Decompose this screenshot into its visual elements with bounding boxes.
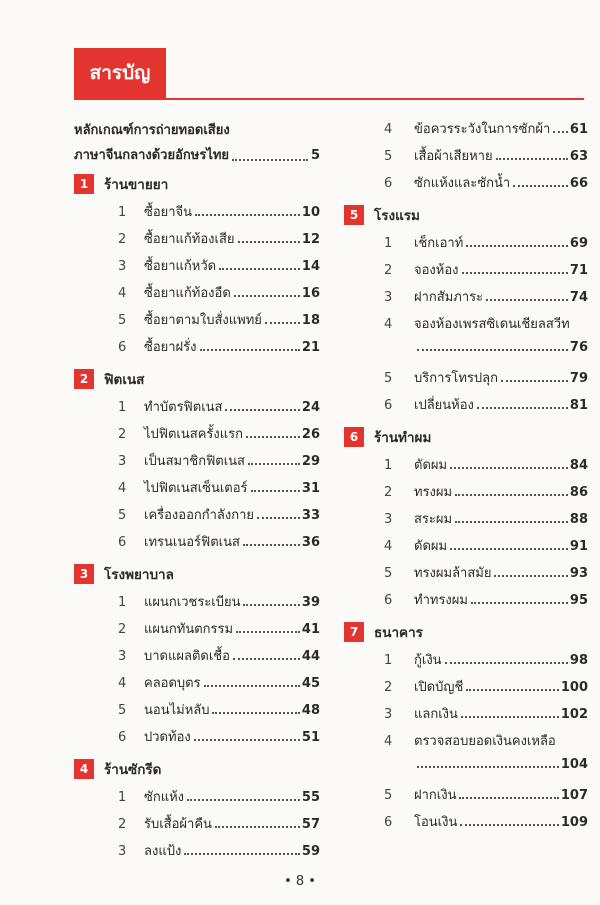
entry-number: 5: [384, 788, 393, 803]
section-number-badge: 5: [344, 205, 364, 225]
entry-page: 61: [569, 122, 588, 137]
entry-number: 6: [118, 730, 127, 745]
entry-page: 109: [560, 815, 588, 830]
entry-number: 6: [118, 535, 127, 550]
entry-title: เป็นสมาชิกฟิตเนส: [144, 454, 245, 469]
entry-page: 10: [301, 205, 320, 220]
entry-number: 2: [384, 485, 393, 500]
leader-dots: [513, 185, 568, 187]
entry-title: ทรงผมล้าสมัย: [414, 566, 492, 581]
entry-page: 33: [301, 508, 320, 523]
entry-page: 98: [569, 653, 588, 668]
leader-dots: [248, 463, 300, 465]
entry-page: 41: [301, 622, 320, 637]
entry-title: เปลี่ยนห้อง: [414, 398, 474, 413]
entry-number: 3: [118, 844, 127, 859]
entry-title: ซื้อยาฝรั่ง: [144, 340, 197, 355]
toc-right-column: [344, 118, 588, 838]
toc-entry[interactable]: [344, 730, 588, 757]
leader-dots: [195, 214, 300, 216]
toc-entry[interactable]: [344, 313, 588, 340]
entry-page: 104: [560, 757, 588, 772]
toc-entry[interactable]: [344, 703, 588, 730]
leader-dots: [265, 322, 300, 324]
entry-page: 84: [569, 458, 588, 473]
entry-page: 63: [569, 149, 588, 164]
entry-number: 3: [384, 707, 393, 722]
entry-title: ซื้อยาแก้หวัด: [144, 259, 217, 274]
leader-dots: [257, 517, 300, 519]
leader-dots: [471, 602, 568, 604]
entry-title: สระผม: [414, 512, 453, 527]
entry-title: ไปฟิตเนสครั้งแรก: [144, 427, 243, 442]
entry-number: 4: [384, 122, 393, 137]
section-title: ร้านทำผม: [374, 430, 432, 446]
entry-number: 3: [118, 259, 127, 274]
entry-number: 6: [384, 176, 393, 191]
leader-dots: [466, 689, 559, 691]
toc-entry[interactable]: [74, 282, 320, 309]
intro-page: 5: [310, 148, 320, 163]
leader-dots: [184, 853, 300, 855]
toc-entry[interactable]: [74, 477, 320, 504]
toc-entry[interactable]: [74, 450, 320, 477]
section-number-badge: 2: [74, 369, 94, 389]
entry-number: 5: [118, 703, 127, 718]
toc-entry-continuation[interactable]: [344, 340, 588, 367]
section-heading[interactable]: [74, 759, 320, 779]
entry-page: 79: [569, 371, 588, 386]
toc-entry[interactable]: [74, 813, 320, 840]
leader-dots: [215, 826, 300, 828]
entry-title: รับเสื้อผ้าคืน: [144, 817, 212, 832]
entry-title: ฝากเงิน: [414, 788, 457, 803]
toc-entry[interactable]: [344, 481, 588, 508]
entry-page: 107: [560, 788, 588, 803]
leader-dots: [417, 766, 559, 768]
entry-number: 1: [384, 236, 393, 251]
entry-number: 2: [384, 263, 393, 278]
entry-page: 14: [301, 259, 320, 274]
toc-entry[interactable]: [344, 118, 588, 145]
entry-title: เครื่องออกกำลังกาย: [144, 508, 255, 523]
toc-left-column: [74, 118, 320, 867]
leader-dots: [194, 739, 300, 741]
entry-title: ซื้อยาตามใบสั่งแพทย์: [144, 313, 262, 328]
entry-number: 3: [118, 454, 127, 469]
entry-page: 39: [301, 595, 320, 610]
entry-title: จองห้อง: [414, 263, 459, 278]
entry-page: 57: [301, 817, 320, 832]
section-heading[interactable]: [344, 622, 588, 642]
leader-dots: [461, 716, 559, 718]
toc-entry[interactable]: [74, 618, 320, 645]
entry-number: 1: [384, 653, 393, 668]
toc-entry[interactable]: [74, 336, 320, 363]
entry-number: 5: [384, 371, 393, 386]
leader-dots: [243, 544, 300, 546]
entry-number: 6: [384, 593, 393, 608]
toc-entry[interactable]: [74, 699, 320, 726]
toc-entry[interactable]: [344, 232, 588, 259]
entry-page: 66: [569, 176, 588, 191]
entry-number: 2: [118, 427, 127, 442]
entry-number: 5: [118, 313, 127, 328]
leader-dots: [496, 158, 568, 160]
leader-dots: [450, 548, 568, 550]
entry-title: ซักแห้งและซักน้ำ: [414, 176, 511, 191]
section-number-badge: 7: [344, 622, 364, 642]
entry-title: แผนกเวชระเบียน: [144, 595, 241, 610]
entry-number: 1: [384, 458, 393, 473]
entry-title: เปิดบัญชี: [414, 680, 464, 695]
entry-title: ข้อควรระวังในการซักผ้า: [414, 122, 551, 137]
toc-entry[interactable]: [74, 201, 320, 228]
toc-entry[interactable]: [74, 228, 320, 255]
toc-entry[interactable]: [74, 255, 320, 282]
entry-title: โอนเงิน: [414, 815, 458, 830]
entry-title: ซักแห้ง: [144, 790, 184, 805]
entry-page: 12: [301, 232, 320, 247]
entry-title: กู้เงิน: [414, 653, 442, 668]
entry-number: 4: [384, 539, 393, 554]
leader-dots: [233, 658, 300, 660]
toc-entry[interactable]: [74, 840, 320, 867]
section-number-badge: 3: [74, 564, 94, 584]
entry-page: 18: [301, 313, 320, 328]
entry-number: 4: [118, 676, 127, 691]
toc-entry[interactable]: [74, 504, 320, 531]
section-title: โรงพยาบาล: [104, 567, 174, 583]
toc-entry[interactable]: [344, 649, 588, 676]
leader-dots: [212, 712, 299, 714]
section-number-badge: 1: [74, 174, 94, 194]
entry-title: ซื้อยาแก้ท้องอืด: [144, 286, 231, 301]
leader-dots: [251, 490, 300, 492]
leader-dots: [200, 349, 300, 351]
toc-entry[interactable]: [344, 562, 588, 589]
toc-entry[interactable]: [74, 645, 320, 672]
entry-title: ทำบัตรฟิตเนส: [144, 400, 223, 415]
toc-entry[interactable]: [74, 726, 320, 753]
entry-page: 93: [569, 566, 588, 581]
leader-dots: [462, 272, 568, 274]
entry-page: 26: [301, 427, 320, 442]
entry-number: 3: [384, 512, 393, 527]
entry-title: บาดแผลติดเชื้อ: [144, 649, 230, 664]
section-heading[interactable]: [344, 427, 588, 447]
entry-title: ฝากสัมภาระ: [414, 290, 484, 305]
toc-entry[interactable]: [74, 531, 320, 558]
toc-entry[interactable]: [344, 535, 588, 562]
leader-dots: [501, 380, 568, 382]
leader-dots: [459, 797, 558, 799]
toc-entry[interactable]: [344, 172, 588, 199]
entry-page: 69: [569, 236, 588, 251]
leader-dots: [234, 295, 300, 297]
entry-title: บริการโทรปลุก: [414, 371, 499, 386]
toc-entry[interactable]: [74, 591, 320, 618]
entry-title: ตรวจสอบยอดเงินคงเหลือ: [414, 734, 556, 749]
entry-number: 2: [118, 232, 127, 247]
entry-title: แลกเงิน: [414, 707, 458, 722]
leader-dots: [486, 299, 568, 301]
entry-title: ไปฟิตเนสเซ็นเตอร์: [144, 481, 248, 496]
entry-number: 5: [384, 566, 393, 581]
entry-title: จองห้องเพรสซิเดนเชียลสวีท: [414, 317, 570, 332]
leader-dots: [225, 409, 299, 411]
section-heading[interactable]: [344, 205, 588, 225]
entry-title: ตัดผม: [414, 458, 448, 473]
leader-dots: [232, 143, 308, 161]
toc-entry[interactable]: [74, 309, 320, 336]
entry-title: ปวดท้อง: [144, 730, 191, 745]
leader-dots: [417, 349, 568, 351]
entry-title: ทรงผม: [414, 485, 453, 500]
section-heading[interactable]: [74, 564, 320, 584]
toc-intro-entry[interactable]: [74, 118, 320, 168]
entry-page: 36: [301, 535, 320, 550]
entry-page: 24: [301, 400, 320, 415]
leader-dots: [187, 799, 300, 801]
toc-entry[interactable]: [344, 811, 588, 838]
toc-entry[interactable]: [344, 286, 588, 313]
entry-number: 5: [118, 508, 127, 523]
leader-dots: [236, 631, 300, 633]
entry-number: 4: [384, 734, 393, 749]
leader-dots: [243, 604, 299, 606]
entry-title: ทำทรงผม: [414, 593, 468, 608]
entry-page: 51: [301, 730, 320, 745]
entry-title: นอนไม่หลับ: [144, 703, 210, 718]
toc-entry[interactable]: [344, 145, 588, 172]
entry-number: 1: [118, 400, 127, 415]
section-title: ร้านขายยา: [104, 177, 169, 193]
toc-entry[interactable]: [74, 396, 320, 423]
section-title: ฟิตเนส: [104, 372, 145, 388]
toc-entry-continuation[interactable]: [344, 757, 588, 784]
title-divider: [74, 98, 584, 100]
entry-number: 1: [118, 595, 127, 610]
entry-number: 4: [384, 317, 393, 332]
entry-title: ซื้อยาแก้ท้องเสีย: [144, 232, 235, 247]
entry-page: 45: [301, 676, 320, 691]
toc-entry[interactable]: [74, 786, 320, 813]
entry-title: ดัดผม: [414, 539, 448, 554]
entry-title: เช็กเอาท์: [414, 236, 464, 251]
entry-page: 48: [301, 703, 320, 718]
toc-entry[interactable]: [74, 423, 320, 450]
toc-entry[interactable]: [344, 589, 588, 616]
toc-entry[interactable]: [344, 508, 588, 535]
entry-page: 86: [569, 485, 588, 500]
entry-page: 31: [301, 481, 320, 496]
entry-number: 1: [118, 790, 127, 805]
entry-page: 95: [569, 593, 588, 608]
entry-title: เทรนเนอร์ฟิตเนส: [144, 535, 240, 550]
entry-page: 44: [301, 649, 320, 664]
entry-page: 71: [569, 263, 588, 278]
intro-line-1: หลักเกณฑ์การถ่ายทอดเสียง: [74, 123, 230, 138]
toc-entry[interactable]: [344, 454, 588, 481]
toc-entry[interactable]: [344, 394, 588, 421]
intro-line-2: ภาษาจีนกลางด้วยอักษรไทย: [74, 148, 230, 163]
leader-dots: [460, 824, 559, 826]
entry-page: 81: [569, 398, 588, 413]
section-heading[interactable]: [74, 369, 320, 389]
leader-dots: [445, 662, 568, 664]
entry-title: เสื้อผ้าเสียหาย: [414, 149, 493, 164]
entry-page: 88: [569, 512, 588, 527]
leader-dots: [238, 241, 300, 243]
entry-number: 2: [118, 817, 127, 832]
entry-page: 59: [301, 844, 320, 859]
entry-number: 3: [118, 649, 127, 664]
leader-dots: [466, 245, 568, 247]
section-title: ร้านซักรีด: [104, 762, 162, 778]
leader-dots: [455, 494, 568, 496]
entry-number: 6: [118, 340, 127, 355]
page-title: สารบัญ: [74, 48, 166, 98]
toc-entry[interactable]: [344, 259, 588, 286]
entry-number: 4: [118, 481, 127, 496]
page-number: • 8 •: [284, 874, 316, 889]
entry-number: 5: [384, 149, 393, 164]
entry-number: 1: [118, 205, 127, 220]
entry-number: 2: [118, 622, 127, 637]
entry-page: 76: [569, 340, 588, 355]
toc-entry[interactable]: [344, 784, 588, 811]
toc-entry[interactable]: [74, 672, 320, 699]
entry-title: คลอดบุตร: [144, 676, 201, 691]
leader-dots: [246, 436, 300, 438]
leader-dots: [553, 131, 568, 133]
leader-dots: [477, 407, 568, 409]
section-number-badge: 6: [344, 427, 364, 447]
entry-page: 16: [301, 286, 320, 301]
entry-page: 100: [560, 680, 588, 695]
leader-dots: [219, 268, 300, 270]
section-title: โรงแรม: [374, 208, 420, 224]
leader-dots: [494, 575, 567, 577]
section-number-badge: 4: [74, 759, 94, 779]
toc-entry[interactable]: [344, 367, 588, 394]
entry-number: 6: [384, 398, 393, 413]
leader-dots: [204, 685, 300, 687]
entry-page: 55: [301, 790, 320, 805]
entry-page: 74: [569, 290, 588, 305]
leader-dots: [450, 467, 568, 469]
entry-page: 91: [569, 539, 588, 554]
section-title: ธนาคาร: [374, 625, 423, 641]
leader-dots: [455, 521, 568, 523]
entry-page: 29: [301, 454, 320, 469]
entry-number: 2: [384, 680, 393, 695]
entry-number: 3: [384, 290, 393, 305]
entry-page: 21: [301, 340, 320, 355]
entry-number: 6: [384, 815, 393, 830]
entry-title: ลงแป้ง: [144, 844, 182, 859]
section-heading[interactable]: [74, 174, 320, 194]
entry-title: แผนกทันตกรรม: [144, 622, 234, 637]
entry-number: 4: [118, 286, 127, 301]
toc-entry[interactable]: [344, 676, 588, 703]
entry-title: ซื้อยาจีน: [144, 205, 193, 220]
entry-page: 102: [560, 707, 588, 722]
